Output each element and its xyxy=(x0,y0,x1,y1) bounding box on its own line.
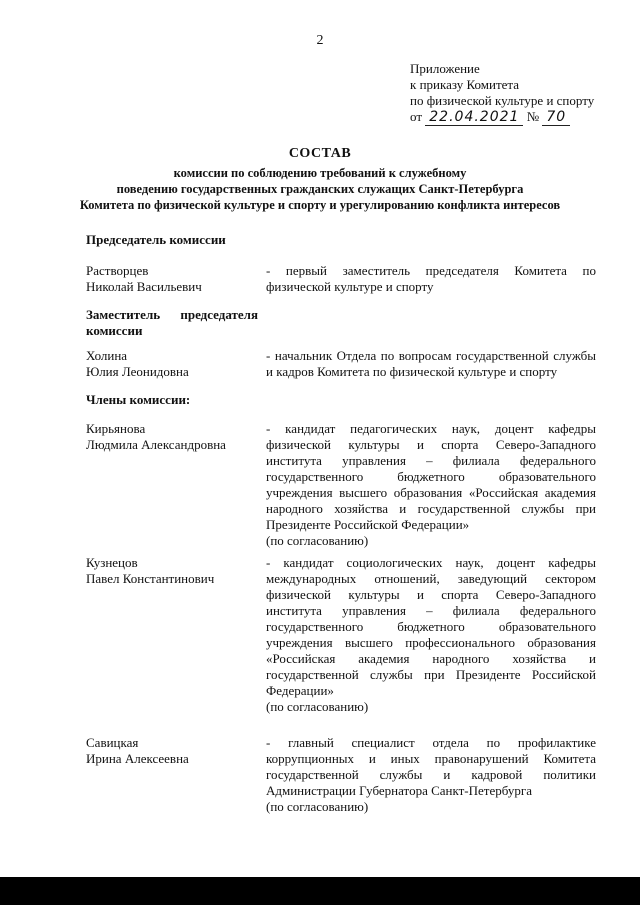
heading-line-1: комиссии по соблюдению требований к служебному xyxy=(173,166,467,180)
member-position-block xyxy=(266,555,596,715)
order-date-line xyxy=(410,109,610,125)
section-deputy xyxy=(86,307,258,339)
order-date: 22.04.2021 xyxy=(425,109,523,126)
section-chairman: Председатель комиссии xyxy=(86,232,226,247)
member-name xyxy=(86,555,256,587)
member-name xyxy=(86,263,256,295)
appendix-line-2: к приказу Комитета xyxy=(410,77,520,92)
member-given-name: Юлия Леонидовна xyxy=(86,364,189,379)
order-number: 70 xyxy=(542,109,570,126)
document-title: СОСТАВ xyxy=(288,146,352,161)
section-members: Члены комиссии: xyxy=(86,392,191,407)
member-given-name: Николай Васильевич xyxy=(86,279,202,294)
member-position: - главный специалист отдела по профилактике коррупционных и иных правонарушений Комитета государственной службы и кадровой политики Администрации Губернатора Санкт-Петербурга xyxy=(266,735,596,798)
appendix-line-1: Приложение xyxy=(410,61,480,76)
member-surname: Холина xyxy=(86,348,128,363)
member-name xyxy=(86,348,256,380)
member-position: - первый заместитель председателя Комитета по физической культуре и спорту xyxy=(266,263,596,294)
heading-line-2: поведению государственных гражданских служащих Санкт-Петербурга xyxy=(116,182,524,196)
approval-note: (по согласованию) xyxy=(266,533,369,548)
appendix-line-3: по физической культуре и спорту xyxy=(410,93,595,108)
approval-note: (по согласованию) xyxy=(266,699,369,714)
approval-note: (по согласованию) xyxy=(266,799,369,814)
member-name xyxy=(86,421,256,453)
document-heading xyxy=(0,146,640,213)
page-number: 2 xyxy=(316,33,324,48)
member-position: - кандидат социологических наук, доцент кафедры международных отношений, заведующий сектором физической культуры и спорта Северо-Западного института управления – филиала федерального государственного бюджетного образовательного учреждения высшего профессионального образования «Российская академия народного хозяйства и государственной службы при Президенте Российской Федерации» xyxy=(266,555,596,698)
section-deputy-line-1: Заместитель председателя xyxy=(86,307,258,322)
member-given-name: Ирина Алексеевна xyxy=(86,751,189,766)
appendix-block xyxy=(410,61,610,125)
date-prefix: от xyxy=(410,109,423,124)
member-position: - начальник Отдела по вопросам государственной службы и кадров Комитета по физической культуре и спорту xyxy=(266,348,596,379)
member-position-block xyxy=(266,421,596,549)
member-surname: Растворцев xyxy=(86,263,149,278)
member-surname: Кирьянова xyxy=(86,421,146,436)
number-prefix: № xyxy=(526,109,540,124)
scan-border xyxy=(0,877,640,905)
member-position-block xyxy=(266,735,596,815)
member-surname: Савицкая xyxy=(86,735,139,750)
member-name xyxy=(86,735,256,767)
member-given-name: Людмила Александровна xyxy=(86,437,226,452)
heading-line-3: Комитета по физической культуре и спорту и урегулированию конфликта интересов xyxy=(79,198,561,212)
member-surname: Кузнецов xyxy=(86,555,138,570)
member-position: - кандидат педагогических наук, доцент кафедры физической культуры и спорта Северо-Западного института управления – филиала федерального государственного бюджетного образовательного учреждения высшего образования «Российская академия народного хозяйства и государственной службы при Президенте Российской Федерации» xyxy=(266,421,596,532)
section-deputy-line-2: комиссии xyxy=(86,323,143,338)
member-given-name: Павел Константинович xyxy=(86,571,215,586)
